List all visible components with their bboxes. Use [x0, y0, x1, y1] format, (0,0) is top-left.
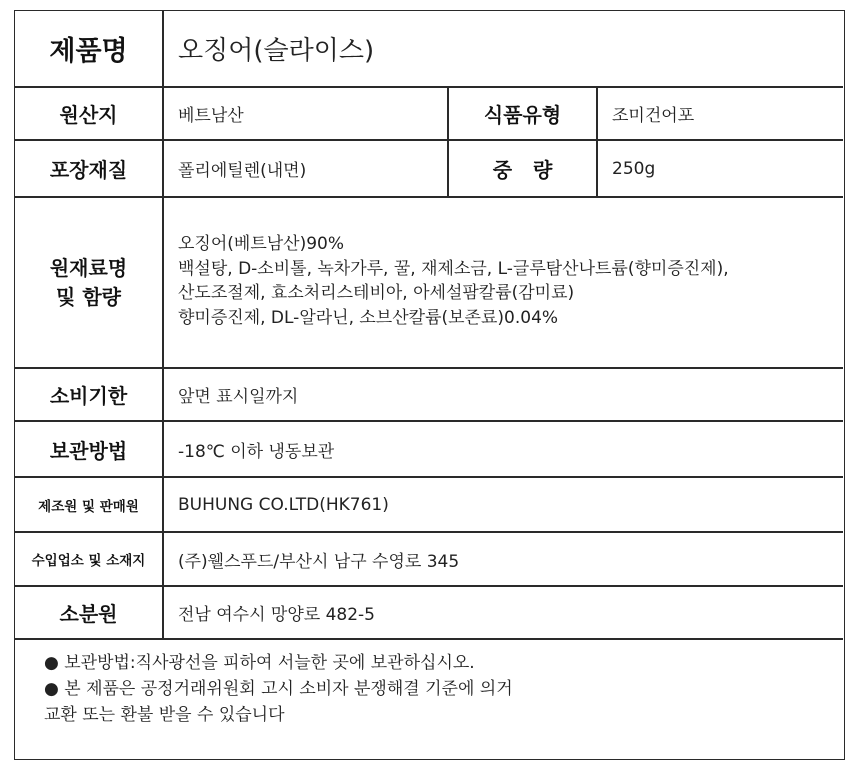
importer-value: (주)웰스푸드/부산시 남구 수영로 345	[178, 551, 460, 572]
packaging-value: 폴리에틸렌(내면)	[178, 161, 307, 181]
origin-value: 베트남산	[178, 106, 244, 126]
expiry-value: 앞면 표시일까지	[178, 387, 299, 407]
subdivider-label: 소분원	[59, 602, 118, 626]
ingredients-label-line2: 및 함량	[56, 284, 121, 309]
manufacturer-label: 제조원 및 판매원	[38, 498, 139, 515]
note-dispute: ● 본 제품은 공정거래위원회 고시 소비자 분쟁해결 기준에 의거	[44, 679, 513, 699]
origin-label: 원산지	[59, 103, 118, 127]
ingredients-line: 산도조절제, 효소처리스테비아, 아세설팜칼륨(감미료)	[178, 283, 575, 303]
ingredients-value	[164, 198, 843, 367]
notes-section	[44, 650, 513, 728]
weight-label: 중 량	[492, 158, 553, 182]
ingredients-label	[15, 198, 162, 367]
row-divider	[15, 638, 843, 640]
note-refund: 교환 또는 환불 받을 수 있습니다	[44, 705, 285, 725]
ingredients-line: 백설탕, D-소비톨, 녹차가루, 꿀, 재제소금, L-글루탐산나트륨(향미증진제),	[178, 258, 729, 279]
storage-value: -18℃ 이하 냉동보관	[178, 441, 335, 462]
weight-value: 250g	[612, 158, 656, 179]
food-type-label: 식품유형	[483, 103, 562, 127]
ingredients-label-line1: 원재료명	[49, 255, 128, 280]
product-name-label: 제품명	[49, 36, 128, 67]
expiry-label: 소비기한	[49, 384, 128, 408]
product-info-table	[14, 10, 845, 760]
importer-label: 수입업소 및 소재지	[31, 553, 146, 569]
subdivider-value: 전남 여수시 망양로 482-5	[178, 605, 375, 625]
storage-label: 보관방법	[49, 438, 128, 463]
ingredients-line: 향미증진제, DL-알라닌, 소브산칼륨(보존료)0.04%	[178, 307, 559, 328]
ingredients-line: 오징어(베트남산)90%	[178, 234, 345, 254]
packaging-label: 포장재질	[49, 158, 128, 182]
manufacturer-value: BUHUNG CO.LTD(HK761)	[178, 494, 389, 515]
food-type-value: 조미건어포	[612, 106, 695, 126]
product-name-value: 오징어(슬라이스)	[178, 36, 375, 66]
note-storage: ● 보관방법:직사광선을 피하여 서늘한 곳에 보관하십시오.	[44, 653, 475, 673]
